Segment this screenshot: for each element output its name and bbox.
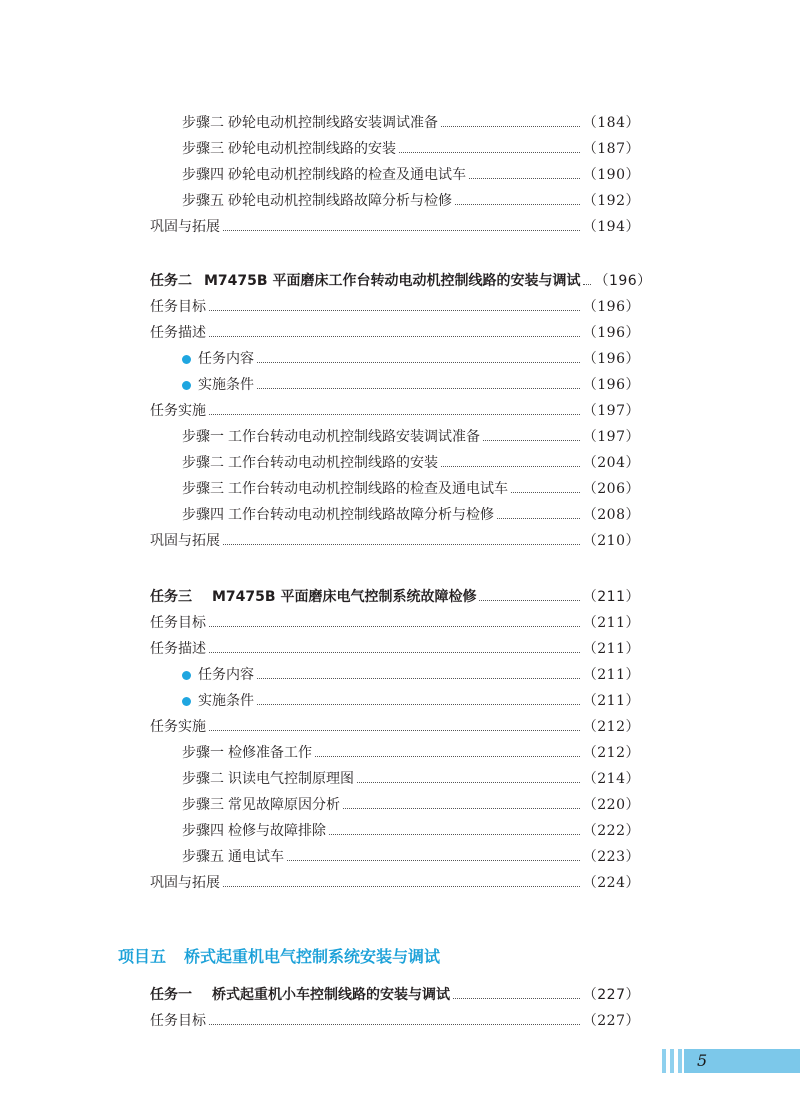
toc-entry[interactable] [182,370,640,394]
toc-entry[interactable] [182,108,640,132]
step-number: 步骤四 [182,167,224,183]
task-number: 任务二 [150,273,192,289]
toc-entry[interactable] [150,868,640,892]
bullet-dot-icon [182,355,191,364]
entry-title: 任务描述 [150,641,206,657]
dot-leader [257,362,580,363]
entry-title: 砂轮电动机控制线路安装调试准备 [228,115,438,131]
page-ref: （223） [582,849,640,865]
page-ref: （196） [582,325,640,341]
bullet-dot-icon [182,697,191,706]
dot-leader [455,204,580,205]
toc-entry[interactable] [182,842,640,866]
page-ref: （196） [582,299,640,315]
entry-title: 工作台转动电动机控制线路安装调试准备 [228,429,480,445]
task-title: M7475B 平面磨床工作台转动电动机控制线路的安装与调试 [204,273,581,289]
entry-title: 巩固与拓展 [150,875,220,891]
entry-title: 任务内容 [198,351,254,367]
step-number: 步骤二 [182,115,224,131]
page-ref: （208） [582,507,640,523]
toc-entry[interactable] [182,448,640,472]
entry-title: 识读电气控制原理图 [228,771,354,787]
page-ref: （206） [582,481,640,497]
dot-leader [469,178,580,179]
dot-leader [315,756,580,757]
project-heading[interactable] [118,944,440,970]
step-number: 步骤四 [182,823,224,839]
toc-entry[interactable] [150,1006,640,1030]
dot-leader [497,518,580,519]
dot-leader [287,860,580,861]
page-ref: （196） [582,351,640,367]
task-title: 桥式起重机小车控制线路的安装与调试 [212,987,450,1003]
dot-leader [223,886,580,887]
step-number: 步骤三 [182,141,224,157]
page-ref: （211） [582,641,640,657]
dot-leader [399,152,580,153]
dot-leader [453,998,580,999]
toc-entry[interactable] [150,526,640,550]
dot-leader [329,834,580,835]
page-ref: （197） [582,403,640,419]
page-ref: （196） [594,273,652,289]
toc-entry[interactable] [182,134,640,158]
entry-title: 巩固与拓展 [150,533,220,549]
dot-leader [257,704,580,705]
entry-title: 检修准备工作 [228,745,312,761]
entry-title: 任务目标 [150,299,206,315]
dot-leader [483,440,580,441]
page-ref: （197） [582,429,640,445]
dot-leader [209,414,580,415]
entry-title: 检修与故障排除 [228,823,326,839]
step-number: 步骤四 [182,507,224,523]
entry-title: 实施条件 [198,377,254,393]
toc-entry[interactable] [182,764,640,788]
dot-leader [479,600,579,601]
task-number: 任务一 [150,987,192,1003]
page-ref: （212） [582,719,640,735]
toc-entry[interactable] [182,738,640,762]
task-heading[interactable] [150,980,640,1004]
step-number: 步骤五 [182,849,224,865]
page-ref: （211） [582,667,640,683]
page-ref: （192） [582,193,640,209]
page-ref: （210） [582,533,640,549]
entry-title: 巩固与拓展 [150,219,220,235]
page-ref: （222） [582,823,640,839]
page-ref: （214） [582,771,640,787]
dot-leader [441,126,580,127]
toc-entry[interactable] [182,422,640,446]
page-ref: （196） [582,377,640,393]
project-number: 项目五 [118,947,167,966]
toc-entry[interactable] [150,318,640,342]
toc-entry[interactable] [182,474,640,498]
page-ref: （211） [582,615,640,631]
toc-entry[interactable] [150,212,640,236]
entry-title: 工作台转动电动机控制线路的安装 [228,455,438,471]
page-ref: （204） [582,455,640,471]
step-number: 步骤三 [182,481,224,497]
toc-entry[interactable] [150,396,640,420]
task-number: 任务三 [150,589,192,605]
entry-title: 任务内容 [198,667,254,683]
dot-leader [209,730,580,731]
page-ref: （187） [582,141,640,157]
dot-leader [257,678,580,679]
toc-entry[interactable] [150,292,640,316]
page-ref: （190） [582,167,640,183]
dot-leader [209,310,580,311]
toc-entry[interactable] [150,608,640,632]
entry-title: 通电试车 [228,849,284,865]
entry-title: 工作台转动电动机控制线路故障分析与检修 [228,507,494,523]
page-number: 5 [697,1051,708,1070]
toc-entry[interactable] [182,186,640,210]
dot-leader [223,230,580,231]
dot-leader [209,336,580,337]
toc-entry[interactable] [182,344,640,368]
toc-entry[interactable] [150,634,640,658]
entry-title: 任务目标 [150,615,206,631]
dot-leader [223,544,580,545]
page-ref: （211） [582,693,640,709]
task-heading[interactable] [150,266,652,290]
entry-title: 砂轮电动机控制线路的安装 [228,141,396,157]
entry-title: 砂轮电动机控制线路的检查及通电试车 [228,167,466,183]
toc-entry[interactable] [182,790,640,814]
toc-entry[interactable] [182,686,640,710]
dot-leader [357,782,580,783]
task-heading[interactable] [150,582,640,606]
bullet-dot-icon [182,671,191,680]
dot-leader [511,492,580,493]
page-ref: （184） [582,115,640,131]
task-title: M7475B 平面磨床电气控制系统故障检修 [212,589,477,605]
step-number: 步骤二 [182,771,224,787]
page-ref: （224） [582,875,640,891]
entry-title: 工作台转动电动机控制线路的检查及通电试车 [228,481,508,497]
step-number: 步骤三 [182,797,224,813]
project-title: 桥式起重机电气控制系统安装与调试 [184,947,441,966]
entry-title: 实施条件 [198,693,254,709]
dot-leader [209,1024,580,1025]
entry-title: 任务目标 [150,1013,206,1029]
toc-entry[interactable] [182,816,640,840]
dot-leader [209,652,580,653]
toc-entry[interactable] [182,160,640,184]
step-number: 步骤一 [182,429,224,445]
step-number: 步骤二 [182,455,224,471]
dot-leader [441,466,580,467]
toc-entry[interactable] [150,712,640,736]
entry-title: 砂轮电动机控制线路故障分析与检修 [228,193,452,209]
entry-title: 任务描述 [150,325,206,341]
toc-entry[interactable] [182,500,640,524]
page-ref: （227） [582,1013,640,1029]
entry-title: 任务实施 [150,403,206,419]
dot-leader [343,808,580,809]
step-number: 步骤五 [182,193,224,209]
bullet-dot-icon [182,381,191,390]
page-ref: （212） [582,745,640,761]
page-ref: （211） [582,589,640,605]
page-ref: （220） [582,797,640,813]
toc-entry[interactable] [182,660,640,684]
entry-title: 任务实施 [150,719,206,735]
page-ref: （194） [582,219,640,235]
page-ref: （227） [582,987,640,1003]
dot-leader [257,388,580,389]
dot-leader [583,284,591,285]
step-number: 步骤一 [182,745,224,761]
entry-title: 常见故障原因分析 [228,797,340,813]
dot-leader [209,626,580,627]
